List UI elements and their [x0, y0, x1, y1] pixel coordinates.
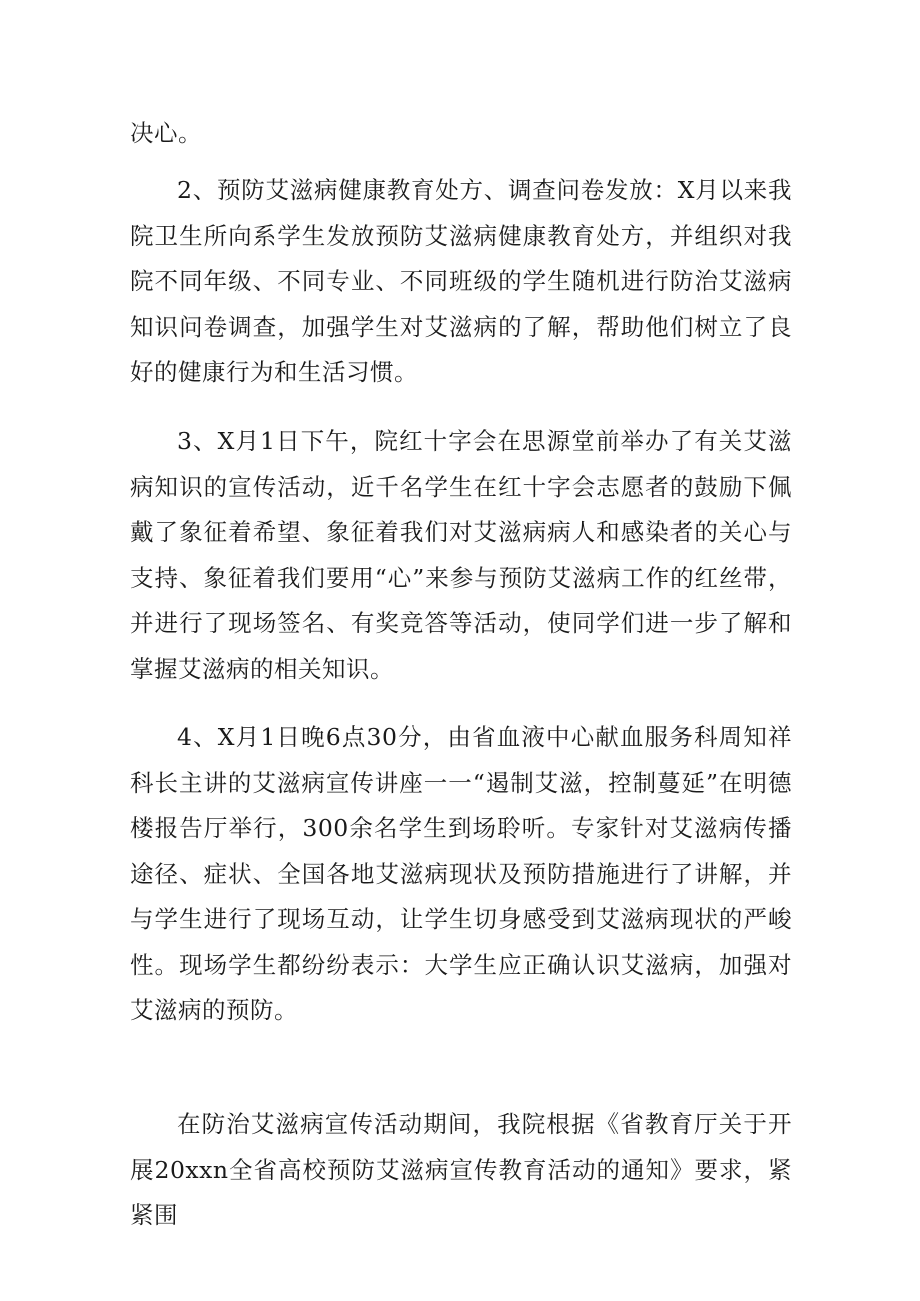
- paragraph-item-4: [130, 715, 792, 1034]
- paragraph-text: 在防治艾滋病宣传活动期间，我院根据《省教育厅关于开展20xxn全省高校预防艾滋病宣传教育活动的通知》要求，紧紧围: [130, 1110, 792, 1229]
- paragraph-summary: [130, 1102, 792, 1239]
- paragraph-text: 3、X月1日下午，院红十字会在思源堂前举办了有关艾滋病知识的宣传活动，近千名学生在红十字会志愿者的鼓励下佩戴了象征着希望、象征着我们对艾滋病病人和感染者的关心与支持、象征着我们要用“心”来参与预防艾滋病工作的红丝带，并进行了现场签名、有奖竞答等活动，使同学们进一步了解和掌握艾滋病的相关知识。: [130, 427, 792, 683]
- paragraph-item-2: [130, 168, 792, 396]
- paragraph-text: 决心。: [130, 119, 202, 147]
- paragraph-text: 4、X月1日晚6点30分，由省血液中心献血服务科周知祥科长主讲的艾滋病宣传讲座一一“遏制艾滋，控制蔓延”在明德楼报告厅举行，300余名学生到场聆听。专家针对艾滋病传播途径、症状、全国各地艾滋病现状及预防措施进行了讲解，并与学生进行了现场互动，让学生切身感受到艾滋病现状的严峻性。现场学生都纷纷表示：大学生应正确认识艾滋病，加强对艾滋病的预防。: [130, 723, 792, 1024]
- paragraph-text: 2、预防艾滋病健康教育处方、调查问卷发放：X月以来我院卫生所向系学生发放预防艾滋病健康教育处方，并组织对我院不同年级、不同专业、不同班级的学生随机进行防治艾滋病知识问卷调查，加强学生对艾滋病的了解，帮助他们树立了良好的健康行为和生活习惯。: [130, 176, 792, 386]
- paragraph-continuation: [130, 111, 792, 157]
- paragraph-item-3: [130, 419, 792, 692]
